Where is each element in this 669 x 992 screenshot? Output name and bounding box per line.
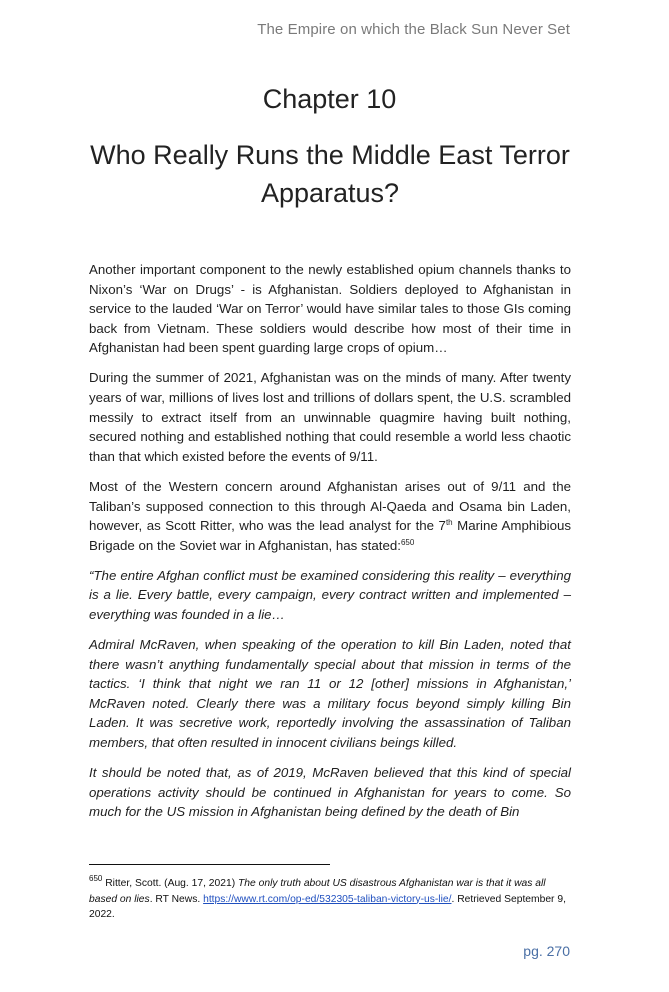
footnote-separator xyxy=(89,864,330,865)
footnote-author: Ritter, Scott. (Aug. 17, 2021) xyxy=(102,878,239,889)
footnote-reference[interactable]: 650 xyxy=(400,537,415,547)
running-header: The Empire on which the Black Sun Never Set xyxy=(257,21,570,38)
footnote-retrieved: . Retrieved September 9, 2022. xyxy=(89,893,566,920)
paragraph-text: Marine Amphibious Brigade on the Soviet war in Afghanistan, has stated: xyxy=(89,518,572,553)
paragraph-text: Most of the Western concern around Afghanistan arises out of 9/11 and the Taliban’s supposed connection to this through Al-Qaeda and Osama bin Laden, however, as Scott Ritter, who was the lead analyst for the 7 xyxy=(89,478,571,534)
page-number: pg. 270 xyxy=(523,943,570,959)
footnote xyxy=(89,876,569,923)
paragraph xyxy=(89,477,571,555)
block-quote: Admiral McRaven, when speaking of the operation to kill Bin Laden, noted that there wasn’t anything fundamentally special about that mission in terms of the tactics. ‘I think that night we ran 11 or 12 [other] missions in Afghanistan,’ McRaven noted. Clearly there was a military focus beyond simply killing Bin Laden. It was secretive work, reportedly involving the assassination of Taliban members, that often resulted in innocent civilians beings killed. xyxy=(89,637,571,751)
chapter-title: Who Really Runs the Middle East Terror Apparatus? xyxy=(90,140,570,208)
body-text xyxy=(89,260,571,832)
footnote-title: The only truth about US disastrous Afghanistan war is that it was all based on lies xyxy=(89,878,546,905)
footnote-link[interactable]: https://www.rt.com/op-ed/532305-taliban-victory-us-lie/ xyxy=(203,893,452,905)
ordinal-suffix: th xyxy=(445,518,453,528)
paragraph: During the summer of 2021, Afghanistan was on the minds of many. After twenty years of war, millions of lives lost and trillions of dollars spent, the U.S. scrambled messily to extract itself from an unwinnable quagmire having built nothing, secured nothing and established nothing that could resemble a world less chaotic than that which existed before the events of 9/11. xyxy=(89,370,571,464)
footnote-source: . RT News. xyxy=(149,893,204,905)
footnote-number: 650 xyxy=(89,874,103,883)
block-quote: It should be noted that, as of 2019, McRaven believed that this kind of special operations activity should be continued in Afghanistan for years to come. So much for the US mission in Afghanistan being defined by the death of Bin xyxy=(89,765,571,820)
block-quote: “The entire Afghan conflict must be examined considering this reality – everything is a lie. Every battle, every campaign, every contract written and implemented – everything was founded in a lie… xyxy=(89,567,571,622)
chapter-number: Chapter 10 xyxy=(262,84,397,114)
paragraph: Another important component to the newly established opium channels thanks to Nixon’s ‘War on Drugs’ - is Afghanistan. Soldiers deployed to Afghanistan in service to the lauded ‘War on Terror’ would have similar tales to those GIs coming back from Vietnam. These soldiers would describe how most of their time in Afghanistan had been spent guarding large crops of opium… xyxy=(89,262,571,356)
